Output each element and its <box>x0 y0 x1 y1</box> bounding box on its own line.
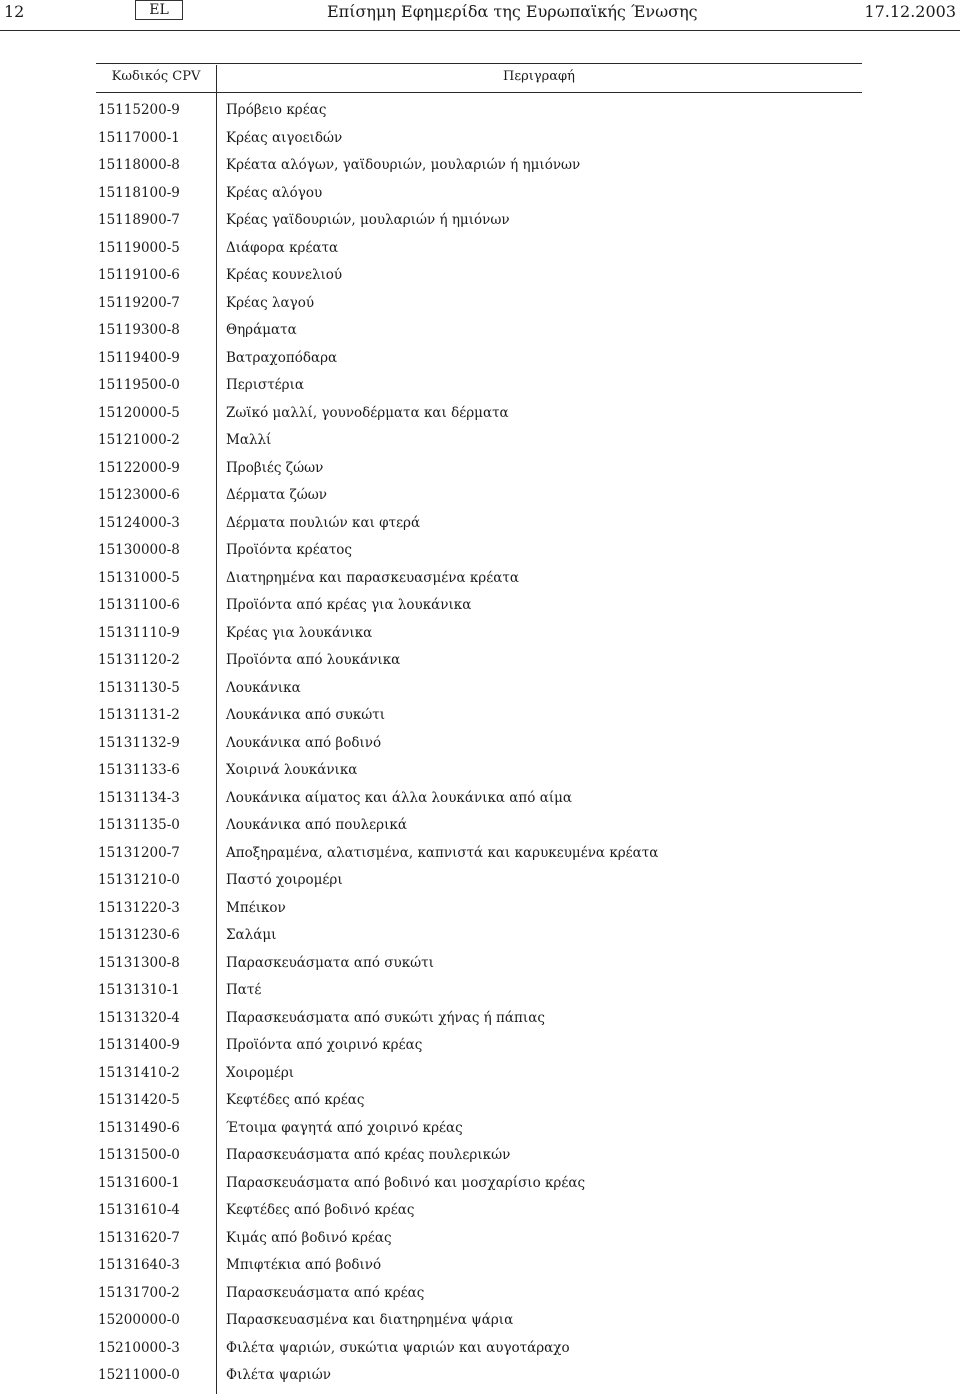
cpv-description: Βατραχοπόδαρα <box>226 349 338 366</box>
table-row <box>96 1032 862 1060</box>
cpv-code: 15131220-3 <box>98 899 180 916</box>
cpv-description: Λουκάνικα <box>226 679 301 696</box>
cpv-description: Προϊόντα από κρέας για λουκάνικα <box>226 597 472 613</box>
cpv-code: 15210000-3 <box>98 1339 180 1356</box>
cpv-code: 15123000-6 <box>98 487 180 503</box>
table-header <box>96 63 862 93</box>
table-row <box>96 482 862 510</box>
cpv-code: 15131420-5 <box>98 1092 180 1108</box>
cpv-description: Κρέας κουνελιού <box>226 267 343 283</box>
cpv-description: Μπιφτέκια από βοδινό <box>226 1257 382 1273</box>
column-header-description: Περιγραφή <box>503 69 575 84</box>
table-row <box>96 125 862 153</box>
cpv-code: 15124000-3 <box>98 514 180 531</box>
table-row <box>96 565 862 593</box>
table-row <box>96 1252 862 1280</box>
table-row <box>96 730 862 758</box>
cpv-code: 15131210-0 <box>98 872 180 888</box>
cpv-code: 15131132-9 <box>98 734 180 751</box>
cpv-description: Λουκάνικα από πουλερικά <box>226 817 407 833</box>
table-row <box>96 1307 862 1335</box>
cpv-description: Κρέας αιγοειδών <box>226 129 343 146</box>
table-row <box>96 235 862 263</box>
table-row <box>96 1225 862 1253</box>
cpv-code: 15131410-2 <box>98 1064 180 1081</box>
table-row <box>96 785 862 813</box>
table-row <box>96 812 862 840</box>
cpv-code: 15131490-6 <box>98 1119 180 1136</box>
cpv-table <box>96 63 862 1390</box>
cpv-code: 15131131-2 <box>98 707 180 723</box>
table-row <box>96 620 862 648</box>
cpv-code: 15131310-1 <box>98 982 180 998</box>
cpv-code: 15131320-4 <box>98 1009 180 1026</box>
cpv-description: Παστό χοιρομέρι <box>226 872 343 888</box>
table-row <box>96 152 862 180</box>
cpv-code: 15118900-7 <box>98 212 180 228</box>
cpv-code: 15211000-0 <box>98 1367 180 1383</box>
cpv-description: Λουκάνικα αίματος και άλλα λουκάνικα από αίμα <box>226 789 573 806</box>
cpv-code: 15131500-0 <box>98 1147 180 1163</box>
cpv-code: 15131100-6 <box>98 597 180 613</box>
cpv-code: 15131700-2 <box>98 1284 180 1301</box>
page-header <box>0 0 960 31</box>
cpv-description: Μαλλί <box>226 432 272 448</box>
table-row <box>96 1335 862 1363</box>
cpv-description: Παρασκευάσματα από κρέας πουλερικών <box>226 1147 511 1163</box>
table-row <box>96 207 862 235</box>
cpv-description: Κεφτέδες από βοδινό κρέας <box>226 1202 415 1218</box>
table-row <box>96 867 862 895</box>
table-row <box>96 372 862 400</box>
cpv-code: 15117000-1 <box>98 129 180 146</box>
cpv-description: Προϊόντα από χοιρινό κρέας <box>226 1037 423 1053</box>
language-badge: EL <box>135 0 183 20</box>
cpv-code: 15118100-9 <box>98 184 180 201</box>
cpv-description: Φιλέτα ψαριών <box>226 1367 331 1383</box>
table-row <box>96 180 862 208</box>
table-row <box>96 262 862 290</box>
cpv-code: 15131130-5 <box>98 679 180 696</box>
cpv-description: Παρασκευασμένα και διατηρημένα ψάρια <box>226 1312 514 1328</box>
cpv-description: Σαλάμι <box>226 927 277 943</box>
cpv-description: Διάφορα κρέατα <box>226 239 339 256</box>
cpv-description: Κρέας λαγού <box>226 294 315 311</box>
cpv-code: 15118000-8 <box>98 157 180 173</box>
table-row <box>96 1060 862 1088</box>
journal-title: Επίσημη Εφημερίδα της Ευρωπαϊκής Ένωσης <box>327 2 698 21</box>
table-row <box>96 922 862 950</box>
table-row <box>96 1142 862 1170</box>
cpv-code: 15131620-7 <box>98 1229 180 1246</box>
cpv-description: Κρέατα αλόγων, γαϊδουριών, μουλαριών ή ημιόνων <box>226 157 581 173</box>
cpv-description: Θηράματα <box>226 322 297 338</box>
cpv-description: Διατηρημένα και παρασκευασμένα κρέατα <box>226 569 519 586</box>
table-row <box>96 1170 862 1198</box>
cpv-code: 15131300-8 <box>98 954 180 971</box>
cpv-code: 15119500-0 <box>98 377 180 393</box>
cpv-code: 15131610-4 <box>98 1202 180 1218</box>
publication-date: 17.12.2003 <box>864 2 956 21</box>
cpv-code: 15119100-6 <box>98 267 180 283</box>
cpv-code: 15130000-8 <box>98 542 180 558</box>
cpv-description: Κρέας αλόγου <box>226 184 323 201</box>
cpv-code: 15119400-9 <box>98 349 180 366</box>
table-row <box>96 702 862 730</box>
cpv-description: Κρέας για λουκάνικα <box>226 624 373 641</box>
page-number: 12 <box>4 2 25 21</box>
cpv-description: Προβιές ζώων <box>226 459 324 476</box>
table-row <box>96 675 862 703</box>
table-row <box>96 455 862 483</box>
cpv-description: Έτοιμα φαγητά από χοιρινό κρέας <box>226 1119 463 1136</box>
table-row <box>96 97 862 125</box>
table-row <box>96 427 862 455</box>
table-row <box>96 1362 862 1390</box>
cpv-description: Προϊόντα κρέατος <box>226 542 352 558</box>
table-row <box>96 1197 862 1225</box>
table-row <box>96 1280 862 1308</box>
cpv-code: 15131200-7 <box>98 844 180 861</box>
cpv-code: 15131134-3 <box>98 789 180 806</box>
cpv-code: 15115200-9 <box>98 102 180 118</box>
cpv-code: 15131000-5 <box>98 569 180 586</box>
cpv-code: 15131135-0 <box>98 817 180 833</box>
column-header-code: Κωδικός CPV <box>111 69 201 84</box>
cpv-code: 15120000-5 <box>98 404 180 421</box>
cpv-code: 15131110-9 <box>98 624 180 641</box>
table-row <box>96 977 862 1005</box>
cpv-description: Κρέας γαϊδουριών, μουλαριών ή ημιόνων <box>226 212 510 228</box>
cpv-code: 15119200-7 <box>98 294 180 311</box>
cpv-description: Λουκάνικα από συκώτι <box>226 707 386 723</box>
cpv-code: 15131600-1 <box>98 1174 180 1191</box>
table-row <box>96 1005 862 1033</box>
cpv-description: Ζωϊκό μαλλί, γουνοδέρματα και δέρματα <box>226 404 509 421</box>
cpv-code: 15119000-5 <box>98 239 180 256</box>
cpv-description: Χοιρινά λουκάνικα <box>226 762 358 778</box>
cpv-description: Δέρματα ζώων <box>226 487 327 503</box>
table-row <box>96 950 862 978</box>
table-row <box>96 537 862 565</box>
cpv-description: Παρασκευάσματα από βοδινό και μοσχαρίσιο κρέας <box>226 1174 586 1191</box>
table-body <box>96 93 862 1390</box>
cpv-code: 15119300-8 <box>98 322 180 338</box>
cpv-code: 15131133-6 <box>98 762 180 778</box>
cpv-description: Λουκάνικα από βοδινό <box>226 734 382 751</box>
cpv-description: Πατέ <box>226 982 262 998</box>
cpv-description: Μπέικον <box>226 899 286 916</box>
cpv-description: Πρόβειο κρέας <box>226 102 327 118</box>
cpv-description: Φιλέτα ψαριών, συκώτια ψαριών και αυγοτάραχο <box>226 1339 570 1356</box>
table-row <box>96 400 862 428</box>
cpv-code: 15122000-9 <box>98 459 180 476</box>
cpv-code: 15121000-2 <box>98 432 180 448</box>
table-row <box>96 895 862 923</box>
cpv-code: 15131120-2 <box>98 652 180 668</box>
cpv-description: Χοιρομέρι <box>226 1064 295 1081</box>
cpv-description: Κεφτέδες από κρέας <box>226 1092 365 1108</box>
table-row <box>96 647 862 675</box>
table-row <box>96 1115 862 1143</box>
table-row <box>96 757 862 785</box>
table-row <box>96 840 862 868</box>
table-row <box>96 1087 862 1115</box>
table-row <box>96 290 862 318</box>
cpv-description: Αποξηραμένα, αλατισμένα, καπνιστά και καρυκευμένα κρέατα <box>226 844 659 861</box>
table-row <box>96 317 862 345</box>
cpv-description: Προϊόντα από λουκάνικα <box>226 652 401 668</box>
cpv-code: 15131400-9 <box>98 1037 180 1053</box>
cpv-description: Παρασκευάσματα από κρέας <box>226 1284 425 1301</box>
table-row <box>96 510 862 538</box>
cpv-description: Παρασκευάσματα από συκώτι χήνας ή πάπιας <box>226 1009 545 1026</box>
cpv-code: 15131640-3 <box>98 1257 180 1273</box>
cpv-description: Παρασκευάσματα από συκώτι <box>226 954 434 971</box>
cpv-description: Κιμάς από βοδινό κρέας <box>226 1229 392 1246</box>
cpv-code: 15200000-0 <box>98 1312 180 1328</box>
cpv-description: Δέρματα πουλιών και φτερά <box>226 514 421 531</box>
table-row <box>96 592 862 620</box>
table-row <box>96 345 862 373</box>
cpv-description: Περιστέρια <box>226 377 305 393</box>
cpv-code: 15131230-6 <box>98 927 180 943</box>
